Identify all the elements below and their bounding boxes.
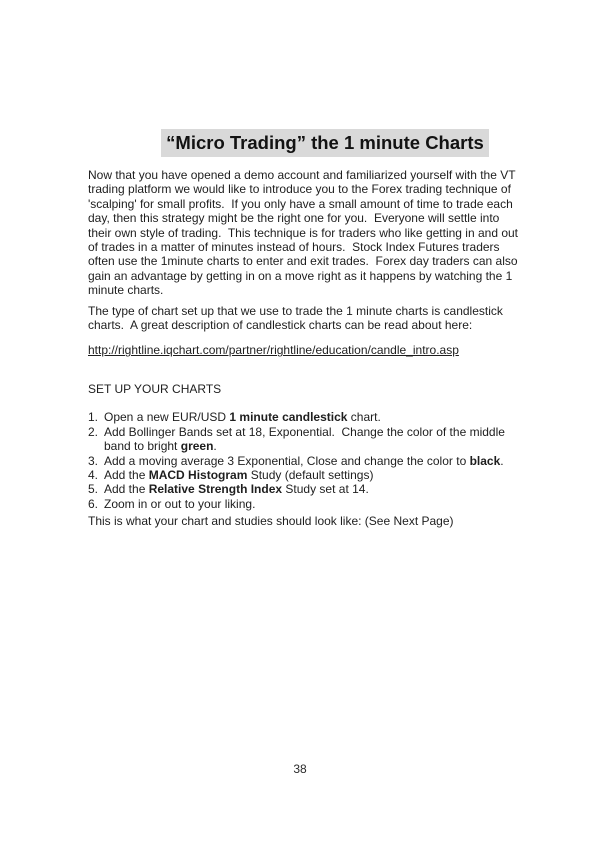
text-segment: Add a moving average 3 Exponential, Close and change the color to	[104, 453, 470, 468]
list-item-body	[104, 468, 514, 482]
text-line: minute charts.	[88, 283, 164, 298]
text-line: trading platform we would like to introduce you to the Forex trading technique of	[88, 182, 511, 197]
text-line: of trades in a matter of minutes instead of hours. Stock Index Futures traders	[88, 240, 500, 255]
text-line	[104, 468, 514, 482]
text-segment-bold: MACD Histogram	[148, 467, 248, 482]
chart-type-paragraph	[88, 304, 514, 333]
text-line: day, then this strategy might be the right one for you. Everyone will settle into	[88, 211, 500, 226]
text-line: Now that you have opened a demo account and familiarized yourself with the VT	[88, 168, 516, 182]
text-line: Zoom in or out to your liking.	[104, 496, 256, 511]
list-item-number: 1.	[88, 410, 99, 425]
text-segment: .	[500, 453, 504, 468]
list-item-body	[104, 482, 514, 496]
list-item	[88, 468, 514, 482]
list-item-body	[104, 410, 514, 424]
text-line: Add Bollinger Bands set at 18, Exponential. Change the color of the middle	[104, 424, 505, 439]
section-heading: SET UP YOUR CHARTS	[88, 381, 222, 396]
list-item-number: 4.	[88, 467, 99, 482]
text-segment: Add the	[104, 482, 149, 497]
text-segment-bold: Relative Strength Index	[148, 482, 283, 497]
text-line	[104, 454, 514, 468]
candlestick-intro-link[interactable]: http://rightline.iqchart.com/partner/rightline/education/candle_intro.asp	[88, 343, 459, 358]
page-number: 38	[293, 762, 307, 776]
text-segment: Study (default settings)	[247, 467, 374, 482]
list-item	[88, 410, 514, 424]
text-segment-bold: 1 minute candlestick	[229, 410, 348, 425]
setup-list	[88, 410, 514, 511]
text-segment: band to bright	[104, 439, 181, 454]
list-item	[88, 482, 514, 496]
text-segment-bold: green	[180, 439, 214, 454]
list-item-number: 2.	[88, 424, 99, 439]
text-segment-bold: black	[469, 453, 501, 468]
text-line: 'scalping' for small profits. If you only have a small amount of time to trade each	[88, 196, 513, 211]
list-item-number: 5.	[88, 482, 99, 497]
list-item	[88, 497, 514, 511]
closing-line: This is what your chart and studies should look like: (See Next Page)	[88, 514, 454, 529]
text-line: charts. A great description of candlestick charts can be read about here:	[88, 318, 473, 333]
text-line: often use the 1minute charts to enter and exit trades. Forex day traders can also	[88, 254, 518, 269]
text-segment: Open a new EUR/USD	[104, 410, 230, 425]
page-content	[88, 0, 519, 529]
text-segment: chart.	[347, 410, 381, 425]
text-line: gain an advantage by getting in on a move right as it happens by watching the 1	[88, 268, 513, 283]
text-segment: Add the	[104, 467, 149, 482]
list-item-body	[104, 454, 514, 468]
text-line	[104, 482, 514, 496]
text-segment: Study set at 14.	[282, 482, 369, 497]
intro-paragraph	[88, 168, 519, 298]
text-line	[104, 439, 514, 453]
list-item-body	[104, 425, 514, 454]
text-line: The type of chart set up that we use to trade the 1 minute charts is candlestick	[88, 303, 503, 318]
list-item-number: 6.	[88, 496, 99, 511]
text-segment: .	[213, 439, 217, 454]
text-line	[104, 410, 514, 424]
title-row	[88, 129, 514, 157]
list-item	[88, 454, 514, 468]
list-item-body	[104, 497, 514, 511]
link-row	[88, 343, 514, 357]
page-title: “Micro Trading” the 1 minute Charts	[161, 129, 489, 157]
list-item-number: 3.	[88, 453, 99, 468]
list-item	[88, 425, 514, 454]
text-line: their own style of trading. This technique is for traders who like getting in and out	[88, 225, 519, 240]
